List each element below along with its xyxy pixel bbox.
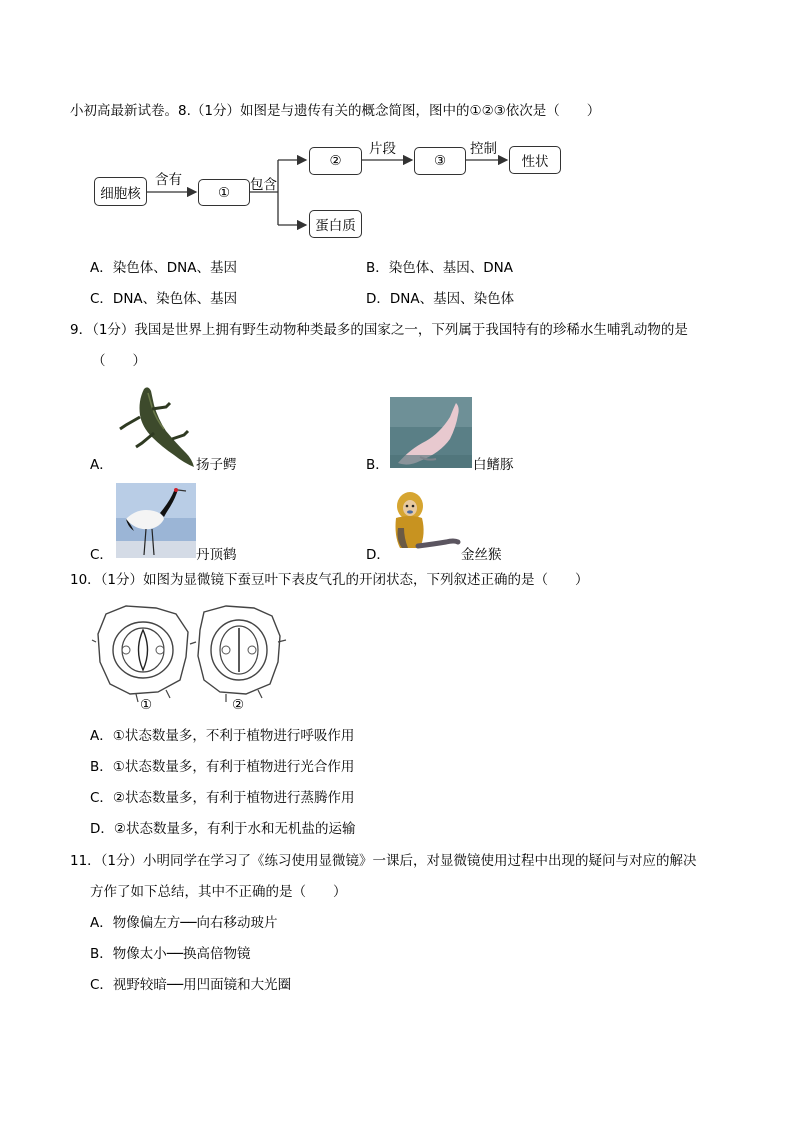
stomata-label-2: ② [232, 697, 245, 713]
crane-image [116, 483, 196, 558]
dolphin-image [390, 397, 472, 468]
controls-label: 控制 [470, 141, 497, 157]
q11-stem-line1: 11．（1分）小明同学在学习了《练习使用显微镜》一课后，对显微镜使用过程中出现的疑问与对应的解决 [70, 853, 697, 869]
q10-option-c: C．②状态数量多，有利于植物进行蒸腾作用 [90, 790, 355, 806]
alligator-image [114, 385, 196, 469]
q9-option-b-text: 白鳍豚 [473, 457, 514, 473]
q9-option-d-letter: D． [366, 547, 390, 563]
q11-option-a: A．物像偏左方──向右移动玻片 [90, 915, 278, 931]
stomata-diagram [96, 602, 286, 702]
q9-option-a-text: 扬子鳄 [196, 457, 237, 473]
q8-stem: 小初高最新试卷。8.（1分）如图是与遗传有关的概念简图，图中的①②③依次是（ ） [70, 103, 601, 119]
q8-option-a: A．染色体、DNA、基因 [90, 260, 237, 276]
golden-monkey-image [390, 488, 460, 558]
q10-option-b: B．①状态数量多，有利于植物进行光合作用 [90, 759, 355, 775]
q9-option-c-text: 丹顶鹤 [196, 547, 237, 563]
includes-label: 包含 [250, 177, 277, 193]
q10-option-d: D．②状态数量多，有利于水和无机盐的运输 [90, 821, 356, 837]
nucleus-box: 细胞核 [94, 177, 147, 206]
node2-box: ② [309, 147, 362, 175]
q9-option-d-text: 金丝猴 [461, 547, 502, 563]
q8-option-c: C．DNA、染色体、基因 [90, 291, 238, 307]
q8-option-b: B．染色体、基因、DNA [366, 260, 513, 276]
q11-stem-line2: 方作了如下总结，其中不正确的是（ ） [90, 884, 347, 900]
q9-stem-paren: （ ） [92, 353, 146, 369]
trait-box: 性状 [509, 146, 561, 174]
q11-option-b: B．物像太小──换高倍物镜 [90, 946, 251, 962]
q9-option-a-letter: A． [90, 457, 113, 473]
q10-option-a: A．①状态数量多，不利于植物进行呼吸作用 [90, 728, 355, 744]
node1-box: ① [198, 179, 250, 206]
protein-box: 蛋白质 [309, 210, 362, 238]
q9-option-b-letter: B． [366, 457, 389, 473]
segment-label: 片段 [369, 141, 396, 157]
q9-option-c-letter: C． [90, 547, 113, 563]
stomata-label-1: ① [140, 697, 153, 713]
q11-option-c: C．视野较暗──用凹面镜和大光圈 [90, 977, 292, 993]
q10-stem: 10．（1分）如图为显微镜下蚕豆叶下表皮气孔的开闭状态，下列叙述正确的是（ ） [70, 572, 589, 588]
q9-stem: 9．（1分）我国是世界上拥有野生动物种类最多的国家之一，下列属于我国特有的珍稀水生哺乳动物的是 [70, 322, 688, 338]
node3-box: ③ [414, 147, 466, 175]
contains-label: 含有 [155, 172, 182, 188]
q8-option-d: D．DNA、基因、染色体 [366, 291, 515, 307]
